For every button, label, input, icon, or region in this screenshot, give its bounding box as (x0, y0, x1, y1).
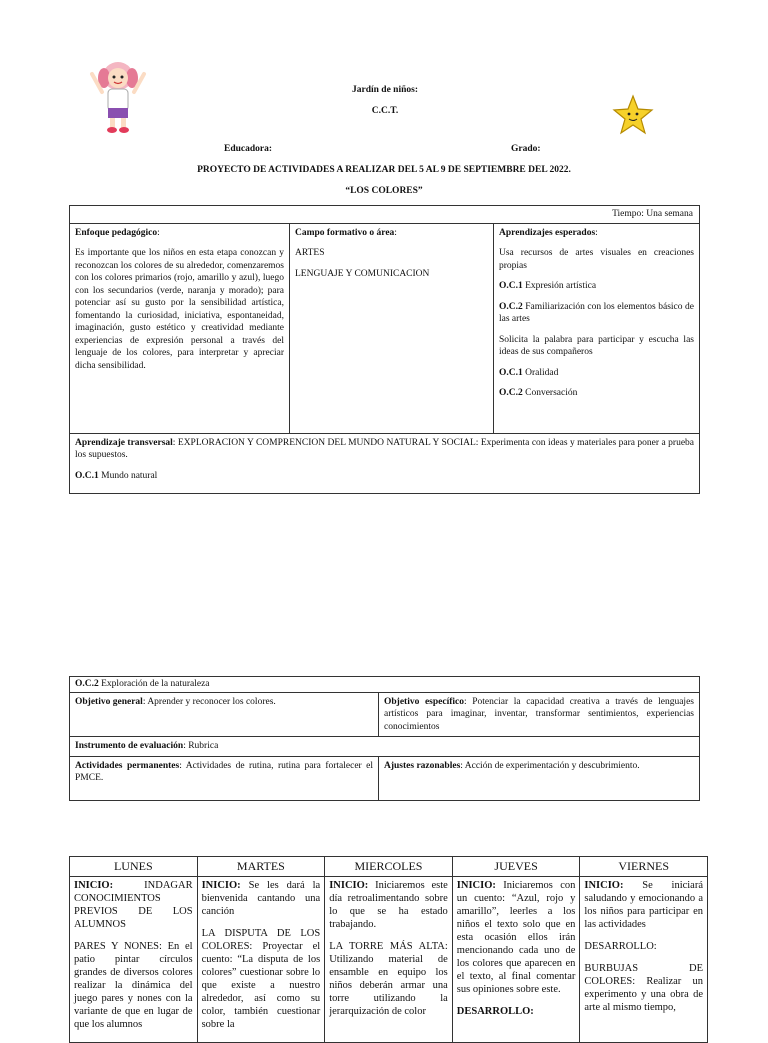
permanent-activities-text: Actividades de rutina, rutina para fortalecer el PMCE. (75, 760, 373, 783)
evaluation-label: Instrumento de evaluación (75, 741, 184, 751)
activity-text: LA TORRE MÁS ALTA: Utilizando material de ensamble en equipo los niños deberán armar una torre utilizando la jerarquización de color (329, 941, 448, 1017)
transversal-text: EXPLORACION Y COMPRENCION DEL MUNDO NATURAL Y SOCIAL: Experimenta con ideas y materiales para poner a prueba los supuestos. (75, 437, 695, 460)
start-text: Se iniciará saludando y emocionando a los niños para participar en las actividades (584, 880, 704, 930)
start-label: INICIO: (584, 880, 624, 891)
day-cell-martes (197, 877, 325, 1043)
grade-label: Grado: (511, 144, 541, 154)
general-objective-text: Aprender y reconocer los colores. (147, 696, 276, 707)
approach-label: Enfoque pedagógico (75, 227, 158, 238)
expected-learning-1: Usa recursos de artes visuales en creaciones propias (499, 248, 694, 271)
oc-code: O.C.1 (499, 281, 523, 291)
activity-text: LA DISPUTA DE LOS COLORES: Proyectar el cuento: “La disputa de los colores” cuestionar sobre lo que existe a nuestro alrededor, así como su color, también cuestionar sobre la (201, 928, 321, 1030)
development-label: DESARROLLO: (584, 941, 657, 952)
duration-cell (70, 206, 700, 224)
week-table-wrapper (69, 856, 709, 1030)
teacher-label: Educadora: (224, 144, 273, 154)
general-objective-cell: Objetivo general: Aprender y reconocer los colores. (70, 692, 379, 737)
activity-text: PARES Y NONES: En el patio pintar círculos grandes de diversos colores realizar la dinámica del juego pares y nones con la variante de que en lugar de que los alumnos (74, 941, 193, 1030)
start-text: Se les dará la bienvenida cantando una canción (201, 880, 321, 917)
star-clipart-icon (612, 94, 654, 136)
transversal-cell: Aprendizaje transversal: EXPLORACION Y COMPRENCION DEL MUNDO NATURAL Y SOCIAL: Experimenta con ideas y materiales para poner a prueba los supuestos. O.C.1 Mundo natural (70, 433, 700, 494)
day-cell-viernes (580, 877, 708, 1043)
start-text: Iniciaremos con un cuento: “Azul, rojo y amarillo”, leerles a los niños el texto solo que en esta ocasión ellos irán mencionando cada uno de los colores que aparecen en el texto, al final comentar sus opiniones sobre este. (456, 880, 576, 995)
project-theme: “LOS COLORES” (345, 186, 423, 196)
expected-learning-2: Solicita la palabra para participar y escucha las ideas de sus compañeros (499, 334, 694, 357)
oc-text: Expresión artística (525, 281, 597, 291)
evaluation-text: Rubrica (188, 741, 219, 751)
transversal-label: Aprendizaje transversal (75, 437, 173, 448)
specific-objective-label: Objetivo específico (384, 696, 464, 707)
expected-learning-label: Aprendizajes esperados (499, 227, 596, 238)
day-header: MIERCOLES (325, 857, 453, 877)
field-cell: Campo formativo o área: ARTES LENGUAJE Y COMUNICACION (290, 223, 494, 433)
activity-text: BURBUJAS DE COLORES: Realizar un experimento y una obra de arte al mismo tiempo, (584, 963, 703, 1013)
general-objective-label: Objetivo general (75, 696, 143, 707)
oc-code: O.C.2 (499, 301, 523, 312)
specific-objective-text: Potenciar la capacidad creativa a través de lenguajes artísticos para imaginar, inventar, transformar sentimientos, experiencias conocimientos (384, 696, 694, 732)
oc-text: Conversación (525, 388, 578, 398)
start-label: INICIO: (74, 880, 114, 891)
oc-row (70, 677, 700, 693)
oc-code: O.C.2 (499, 388, 523, 398)
day-header: LUNES (70, 857, 198, 877)
start-label: INICIO: (201, 880, 241, 891)
adjustments-cell: Ajustes razonables: Acción de experimentación y descubrimiento. (379, 756, 700, 800)
oc-text: Oralidad (525, 367, 559, 378)
permanent-activities-cell: Actividades permanentes: Actividades de rutina, rutina para fortalecer el PMCE. (70, 756, 379, 800)
oc-code: O.C.2 (75, 679, 99, 689)
day-header: MARTES (197, 857, 325, 877)
objectives-table (69, 676, 700, 801)
day-cell-miercoles (325, 877, 453, 1043)
start-text: INDAGAR CONOCIMIENTOS PREVIOS DE LOS ALUMNOS (74, 880, 193, 930)
approach-text: Es importante que los niños en esta etapa conozcan y reconozcan los colores de su alrededor, comenzaremos con los colores primarios (rojo, amarillo y azul), luego con los secundarios (verde, naranja y morado); para potenciar así su gusto por la sensibilidad artística, fomentando la curiosidad, iniciativa, espontaneidad, imaginación, gusto estético y creatividad mediante experiencias de expresión personal a través del lenguaje de los colores, para interpretar y apreciar dicha sensibilidad. (75, 248, 284, 371)
expected-learning-cell: Aprendizajes esperados: Usa recursos de artes visuales en creaciones propias O.C.1 Expresión artística O.C.2 Familiarización con los elementos básico de las artes Solicita la palabra para participar y escucha las ideas de sus compañeros O.C.1 Oralidad O.C.2 Conversación (494, 223, 700, 433)
girl-clipart-icon (88, 56, 148, 136)
specific-objective-cell: Objetivo específico: Potenciar la capacidad creativa a través de lenguajes artísticos para imaginar, inventar, transformar sentimientos, experiencias conocimientos (379, 692, 700, 737)
day-cell-jueves (452, 877, 580, 1043)
oc-code: O.C.1 (499, 367, 523, 378)
cct-label: C.C.T. (371, 106, 399, 116)
school-label: Jardín de niños: (352, 85, 418, 95)
adjustments-text: Acción de experimentación y descubrimiento. (464, 760, 640, 771)
project-title: PROYECTO DE ACTIVIDADES A REALIZAR DEL 5 AL 9 DE SEPTIEMBRE DEL 2022. (197, 165, 571, 175)
day-header: JUEVES (452, 857, 580, 877)
approach-cell: Enfoque pedagógico: Es importante que los niños en esta etapa conozcan y reconozcan los colores de su alrededor, comenzaremos con los colores primarios (rojo, amarillo y azul), luego con los secundarios (verde, naranja y morado); para potenciar así su gusto por la sensibilidad artística, fomentando la curiosidad, iniciativa, espontaneidad, imaginación, gusto estético y creatividad mediante experiencias de expresión personal a través del lenguaje de los colores, para interpretar y apreciar dicha sensibilidad. (70, 223, 290, 433)
development-label: DESARROLLO: (456, 1006, 534, 1017)
duration-text: Tiempo: Una semana (612, 209, 693, 219)
adjustments-label: Ajustes razonables (384, 760, 461, 771)
field-item: LENGUAJE Y COMUNICACION (295, 268, 430, 279)
oc-text: Familiarización con los elementos básico de las artes (499, 301, 695, 324)
week-table (69, 856, 708, 1043)
oc-code: O.C.1 (75, 470, 99, 481)
start-label: INICIO: (329, 880, 369, 891)
oc-text: Exploración de la naturaleza (101, 679, 210, 689)
field-item: ARTES (295, 248, 325, 258)
evaluation-cell: Instrumento de evaluación: Rubrica (70, 737, 700, 757)
start-text: Iniciaremos este día retroalimentando sobre lo que se ha estado trabajando. (329, 880, 448, 930)
day-header: VIERNES (580, 857, 708, 877)
start-label: INICIO: (456, 880, 496, 891)
field-label: Campo formativo o área (295, 227, 395, 238)
oc-text: Mundo natural (101, 470, 158, 481)
day-cell-lunes (70, 877, 198, 1043)
permanent-activities-label: Actividades permanentes (75, 760, 180, 771)
planning-table (69, 205, 700, 494)
